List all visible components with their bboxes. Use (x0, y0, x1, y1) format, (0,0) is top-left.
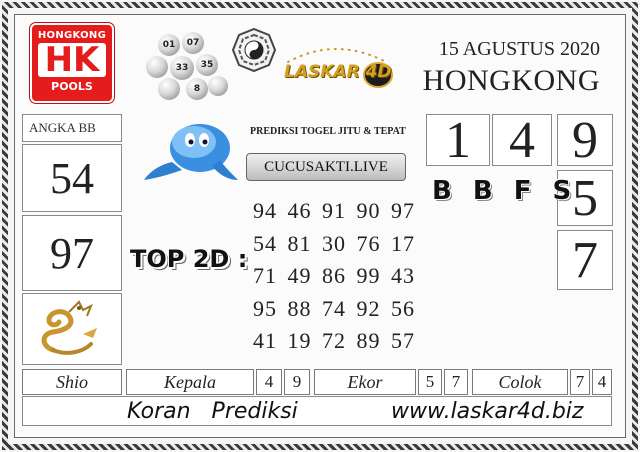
lottery-ball: 07 (182, 32, 204, 54)
colok-digit: 4 (592, 369, 612, 395)
hk-pools-logo (30, 23, 114, 103)
ekor-label: Ekor (314, 369, 416, 395)
footer-website-link[interactable]: www.laskar4d.biz (391, 399, 584, 424)
bbfs-digit-box (557, 112, 613, 169)
promo-site-badge: CUCUSAKTI.LIVE (246, 153, 406, 181)
mascot-ghost-image (142, 118, 242, 190)
logo-top-text: HONGKONG (37, 30, 107, 41)
bagua-icon (232, 28, 276, 72)
bbfs-label: B B F S (432, 176, 578, 206)
angka-bb-value: 97 (50, 229, 94, 278)
top2d-row: 94 46 91 90 97 (253, 198, 415, 223)
result-strip (22, 369, 612, 395)
kepala-digit: 4 (256, 369, 282, 395)
lottery-ball: 8 (186, 78, 208, 100)
footer-bar (22, 396, 612, 426)
top2d-row: 71 49 86 99 43 (253, 263, 415, 288)
angka-bb-box (22, 215, 122, 291)
lottery-ball: 01 (158, 34, 180, 56)
ekor-digit: 5 (418, 369, 442, 395)
lottery-ball: 33 (170, 56, 194, 80)
angka-bb-label: ANGKA BB (29, 120, 96, 135)
bbfs-digit-box (492, 112, 552, 169)
bbfs-digit-box (426, 112, 490, 169)
kepala-label: Kepala (126, 369, 254, 395)
promo-tagline: PREDIKSI TOGEL JITU & TEPAT (250, 126, 406, 137)
ekor-digit: 7 (444, 369, 468, 395)
bbfs-digit: 7 (572, 232, 598, 289)
bbfs-digit: 5 (572, 170, 598, 227)
angka-bb-value: 54 (50, 154, 94, 203)
top2d-row: 95 88 74 92 56 (253, 296, 415, 321)
laskar4d-logo (278, 40, 396, 96)
logo-mid-text: HK (38, 43, 106, 77)
draw-date: 15 AGUSTUS 2020 (438, 38, 600, 60)
brand-text: LASKAR 4D (284, 62, 392, 82)
lottery-balls-image (138, 30, 230, 102)
footer-left-text: Koran Prediksi (127, 399, 298, 424)
angka-bb-box (22, 144, 122, 212)
lottery-ball: 35 (196, 54, 218, 76)
top2d-label: TOP 2D : (130, 245, 248, 273)
colok-digit: 7 (570, 369, 590, 395)
lottery-ball (158, 78, 180, 100)
market-name: HONGKONG (422, 64, 600, 97)
kepala-digit: 9 (284, 369, 310, 395)
lottery-ball (146, 56, 168, 78)
bbfs-digit-box (557, 230, 613, 290)
shio-label: Shio (22, 369, 122, 395)
top2d-row: 41 19 72 89 57 (253, 328, 415, 353)
bbfs-digit: 1 (445, 112, 471, 169)
lottery-ball (208, 76, 228, 96)
logo-bottom-text: POOLS (51, 80, 93, 93)
shio-dragon-image (22, 293, 122, 365)
bbfs-digit: 9 (572, 112, 598, 169)
colok-label: Colok (472, 369, 568, 395)
top2d-row: 54 81 30 76 17 (253, 231, 415, 256)
bbfs-digit: 4 (509, 112, 535, 169)
